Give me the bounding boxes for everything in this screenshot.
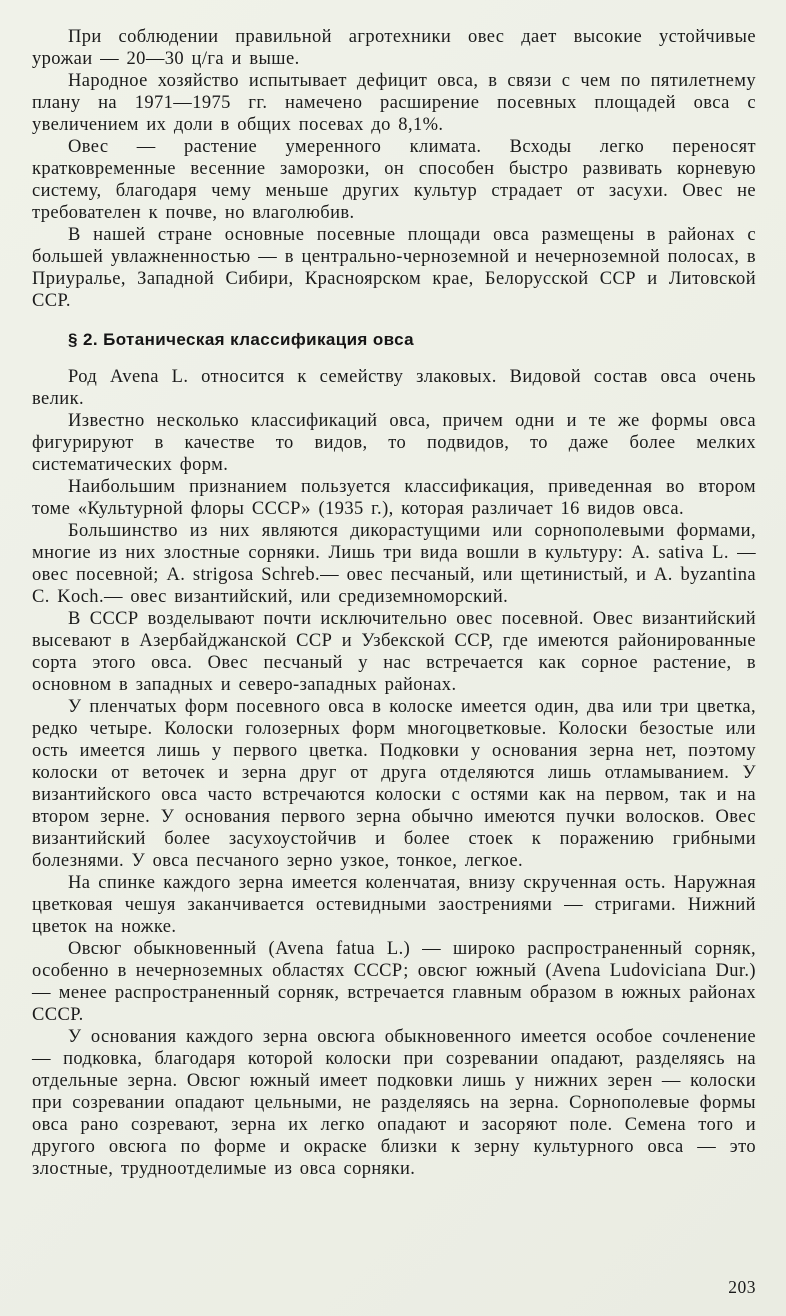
- paragraph: На спинке каждого зерна имеется коленчатая, внизу скрученная ость. Наружная цветковая чешуя заканчивается остевидными заострениями — стригами. Нижний цветок на ножке.: [32, 873, 756, 937]
- paragraph: Наибольшим признанием пользуется классификация, приведенная во втором томе «Культурной флоры СССР» (1935 г.), которая различает 16 видов овса.: [32, 477, 756, 519]
- page-number: 203: [728, 1277, 756, 1297]
- paragraph: Овсюг обыкновенный (Avena fatua L.) — широко распространенный сорняк, особенно в нечерноземных областях СССР; овсюг южный (Avena Ludoviciana Dur.) — менее распространенный сорняк, встречается главным образом в южных районах СССР.: [32, 939, 756, 1025]
- section-heading: § 2. Ботаническая классификация овса: [68, 330, 415, 349]
- paragraph: У основания каждого зерна овсюга обыкновенного имеется особое сочленение — подковка, благодаря которой колоски при созревании опадают, разделяясь на отдельные зерна. Овсюг южный имеет подковки лишь у нижних зерен — колоски при созревании опадают цельными, не разделяясь на зерна. Сорнополевые формы овса рано созревают, зерна их легко опадают и засоряют поле. Семена того и другого овсюга по форме и окраске близки к зерну культурного овса — это злостные, трудноотделимые из овса сорняки.: [32, 1027, 756, 1179]
- paragraph: При соблюдении правильной агротехники овес дает высокие устойчивые урожаи — 20—30 ц/га и выше.: [32, 27, 756, 69]
- paragraph: У пленчатых форм посевного овса в колоске имеется один, два или три цветка, редко четыре. Колоски голозерных форм многоцветковые. Колоски безостые или ость имеется лишь у первого цветка. Подковки у основания зерна нет, поэтому колоски от веточек и зерна друг от друга отделяются лишь отламыванием. У византийского овса часто встречаются колоски с остями как на первом, так и на втором зерне. У основания первого зерна обычно имеются пучки волосков. Овес византийский более засухоустойчив и более стоек к поражению грибными болезнями. У овса песчаного зерно узкое, тонкое, легкое.: [32, 697, 756, 871]
- paragraph: В СССР возделывают почти исключительно овес посевной. Овес византийский высевают в Азербайджанской ССР и Узбекской ССР, где имеются районированные сорта этого овса. Овес песчаный у нас встречается как сорное растение, в основном в западных и северо-западных районах.: [32, 609, 756, 695]
- paragraph: Овес — растение умеренного климата. Всходы легко переносят кратковременные весенние заморозки, он способен быстро развивать корневую систему, благодаря чему меньше других культур страдает от засухи. Овес не требователен к почве, но влаголюбив.: [32, 137, 756, 223]
- paragraph: Известно несколько классификаций овса, причем одни и те же формы овса фигурируют в качестве то видов, то подвидов, то даже более мелких систематических форм.: [32, 411, 756, 475]
- paragraph: Большинство из них являются дикорастущими или сорнополевыми формами, многие из них злостные сорняки. Лишь три вида вошли в культуру: A. sativa L. — овес посевной; A. strigosa Schreb.— овес песчаный, или щетинистый, и A. byzantina C. Koch.— овес византийский, или средиземноморский.: [32, 521, 756, 607]
- paragraph: Род Avena L. относится к семейству злаковых. Видовой состав овса очень велик.: [32, 367, 756, 409]
- paragraph: В нашей стране основные посевные площади овса размещены в районах с большей увлажненностью — в центрально-черноземной и нечерноземной полосах, в Приуралье, Западной Сибири, Красноярском крае, Белорусской ССР и Литовской ССР.: [32, 225, 756, 311]
- paragraph: Народное хозяйство испытывает дефицит овса, в связи с чем по пятилетнему плану на 1971—1975 гг. намечено расширение посевных площадей овса с увеличением их доли в общих посевах до 8,1%.: [32, 71, 756, 135]
